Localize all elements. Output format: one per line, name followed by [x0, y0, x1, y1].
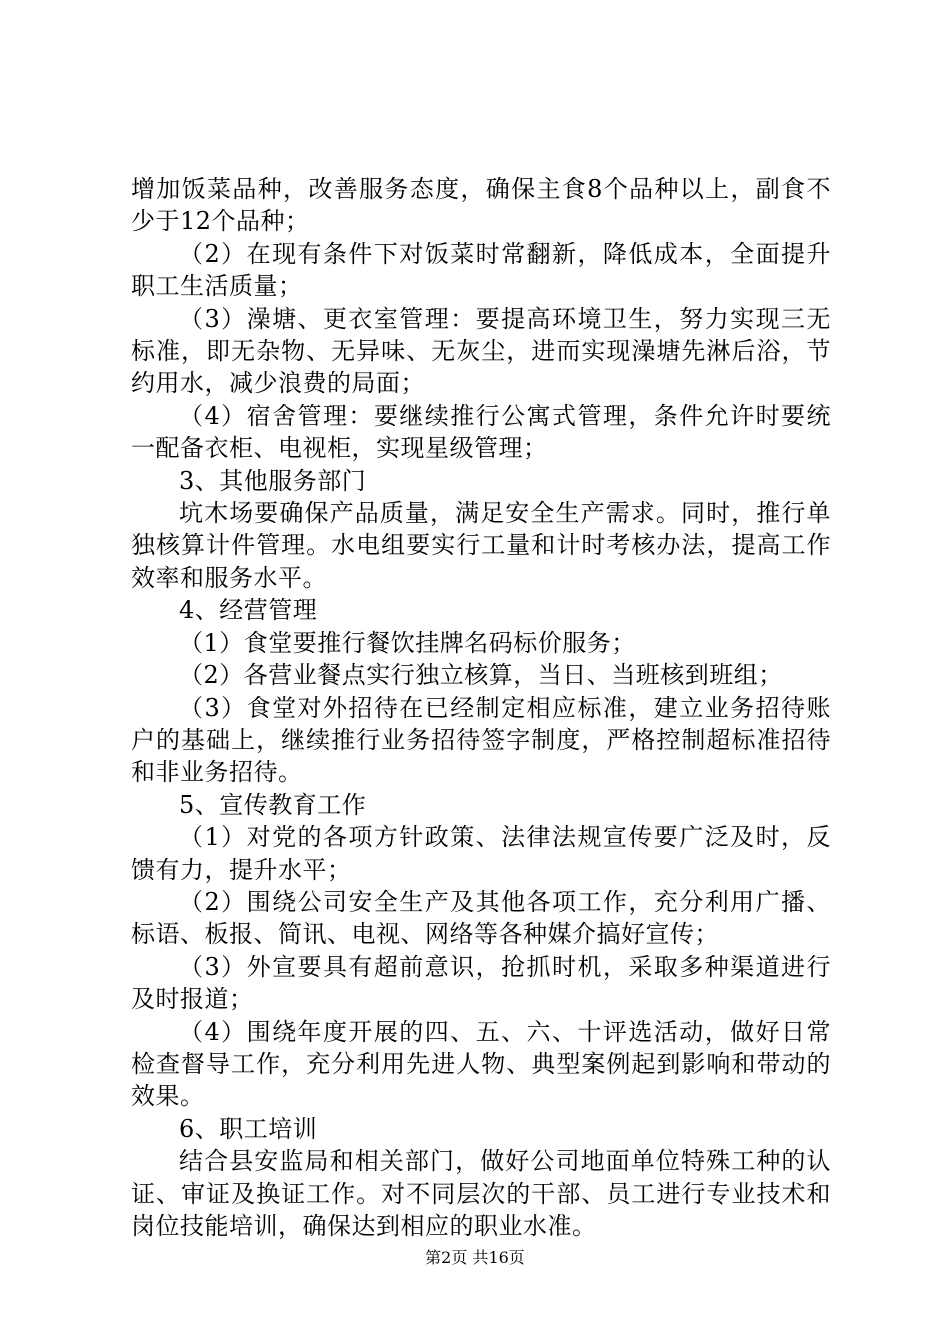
list-item: （3）澡塘、更衣室管理：要提高环境卫生，努力实现三无标准，即无杂物、无异味、无灰尘，进而实现澡塘先淋后浴，节约用水，减少浪费的局面；	[131, 304, 831, 398]
list-item: （2）在现有条件下对饭菜时常翻新，降低成本，全面提升职工生活质量；	[131, 239, 831, 301]
document-body	[131, 173, 831, 1242]
list-item: （4）宿舍管理：要继续推行公寓式管理，条件允许时要统一配备衣柜、电视柜，实现星级管理；	[131, 401, 831, 463]
list-item: （3）外宣要具有超前意识，抢抓时机，采取多种渠道进行及时报道；	[131, 952, 831, 1014]
section-heading: 6、职工培训	[179, 1114, 318, 1143]
list-item: （3）食堂对外招待在已经制定相应标准，建立业务招待账户的基础上，继续推行业务招待签字制度，严格控制超标准招待和非业务招待。	[131, 693, 831, 787]
list-item: （4）围绕年度开展的四、五、六、十评选活动，做好日常检查督导工作，充分利用先进人物、典型案例起到影响和带动的效果。	[131, 1017, 831, 1111]
list-item: （2）围绕公司安全生产及其他各项工作，充分利用广播、标语、板报、简讯、电视、网络等各种媒介搞好宣传；	[131, 887, 831, 949]
page-number-footer: 第2页 共16页	[425, 1248, 525, 1267]
section-heading: 3、其他服务部门	[179, 466, 367, 495]
paragraph: 增加饭菜品种，改善服务态度，确保主食8个品种以上，副食不少于12个品种；	[131, 175, 831, 236]
list-item: （1）食堂要推行餐饮挂牌名码标价服务；	[179, 628, 636, 657]
section-heading: 5、宣传教育工作	[179, 790, 367, 819]
paragraph: 坑木场要确保产品质量，满足安全生产需求。同时，推行单独核算计件管理。水电组要实行工量和计时考核办法，提高工作效率和服务水平。	[131, 499, 831, 592]
section-heading: 4、经营管理	[179, 596, 318, 625]
paragraph: 结合县安监局和相关部门，做好公司地面单位特殊工种的认证、审证及换证工作。对不同层次的干部、员工进行专业技术和岗位技能培训，确保达到相应的职业水准。	[131, 1147, 831, 1240]
list-item: （1）对党的各项方针政策、法律法规宣传要广泛及时，反馈有力，提升水平；	[131, 823, 831, 884]
list-item: （2）各营业餐点实行独立核算，当日、当班核到班组；	[179, 661, 783, 690]
